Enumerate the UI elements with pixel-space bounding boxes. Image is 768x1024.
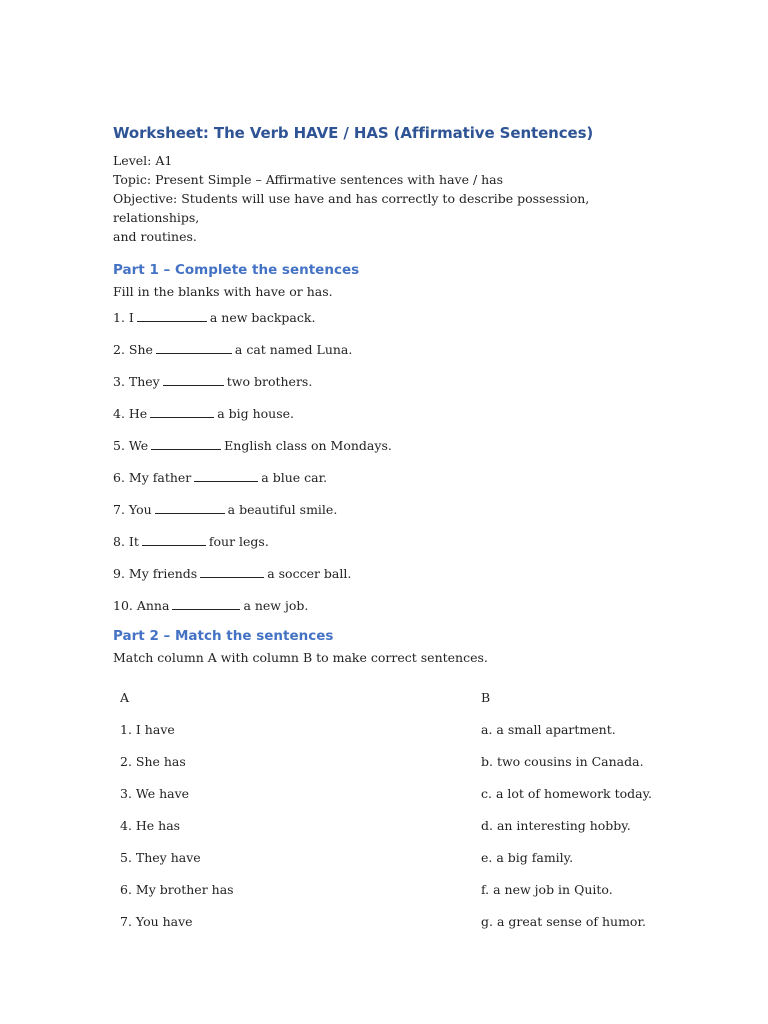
column-a-cell: 6. My brother has	[120, 881, 234, 897]
sentence-list	[113, 302, 673, 622]
sentence-start: 9. My friends	[113, 566, 198, 581]
column-a-header: A	[120, 689, 130, 705]
column-a-cell: 4. He has	[120, 817, 181, 833]
objective-line-1: Objective: Students will use have and has correctly to describe possession, relationships,	[113, 191, 590, 225]
worksheet-title: Worksheet: The Verb HAVE / HAS (Affirmative Sentences)	[113, 124, 594, 142]
sentence-start: 7. You	[113, 502, 152, 517]
sentence-item	[113, 494, 673, 526]
answer-blank[interactable]	[156, 343, 232, 354]
sentence-start: 4. He	[113, 406, 148, 421]
column-b-header: B	[481, 689, 491, 705]
table-row	[120, 777, 668, 809]
answer-blank[interactable]	[172, 599, 240, 610]
column-a-cell: 7. You have	[120, 913, 193, 929]
answer-blank[interactable]	[155, 503, 225, 514]
sentence-end: a big house.	[217, 406, 295, 421]
column-a-cell: 5. They have	[120, 849, 201, 865]
sentence-item	[113, 398, 673, 430]
table-row	[120, 841, 668, 873]
column-b-cell: e. a big family.	[481, 849, 574, 865]
sentence-end: two brothers.	[226, 374, 313, 389]
answer-blank[interactable]	[150, 407, 214, 418]
sentence-item	[113, 302, 673, 334]
sentence-item	[113, 462, 673, 494]
objective-line-2: and routines.	[113, 229, 197, 244]
sentence-end: a blue car.	[261, 470, 328, 485]
sentence-end: four legs.	[208, 534, 269, 549]
answer-blank[interactable]	[151, 439, 221, 450]
table-row	[120, 809, 668, 841]
sentence-start: 8. It	[113, 534, 139, 549]
table-row	[120, 713, 668, 745]
table-row	[120, 905, 668, 937]
sentence-item	[113, 590, 673, 622]
worksheet-page	[113, 124, 673, 937]
sentence-start: 10. Anna	[113, 598, 170, 613]
sentence-end: a cat named Luna.	[234, 342, 353, 357]
sentence-start: 2. She	[113, 342, 153, 357]
column-b-cell: g. a great sense of humor.	[481, 913, 647, 929]
column-a-cell: 1. I have	[120, 721, 175, 737]
level-line: Level: A1	[113, 153, 173, 168]
sentence-start: 5. We	[113, 438, 149, 453]
column-b-cell: d. an interesting hobby.	[481, 817, 631, 833]
sentence-start: 3. They	[113, 374, 160, 389]
part1-instruction: Fill in the blanks with have or has.	[113, 284, 333, 299]
part1-heading: Part 1 – Complete the sentences	[113, 262, 360, 278]
answer-blank[interactable]	[137, 311, 207, 322]
sentence-end: a new backpack.	[209, 310, 316, 325]
sentence-end: a soccer ball.	[267, 566, 352, 581]
answer-blank[interactable]	[163, 375, 224, 386]
column-a-cell: 2. She has	[120, 753, 186, 769]
sentence-item	[113, 334, 673, 366]
table-row	[120, 745, 668, 777]
column-b-cell: b. two cousins in Canada.	[481, 753, 644, 769]
column-b-cell: f. a new job in Quito.	[481, 881, 613, 897]
sentence-item	[113, 526, 673, 558]
sentence-start: 6. My father	[113, 470, 192, 485]
topic-line: Topic: Present Simple – Affirmative sentences with have / has	[113, 172, 504, 187]
answer-blank[interactable]	[142, 535, 206, 546]
part2-instruction: Match column A with column B to make correct sentences.	[113, 650, 488, 665]
sentence-item	[113, 366, 673, 398]
sentence-end: a new job.	[243, 598, 309, 613]
sentence-end: a beautiful smile.	[227, 502, 338, 517]
sentence-item	[113, 430, 673, 462]
sentence-item	[113, 558, 673, 590]
answer-blank[interactable]	[200, 567, 264, 578]
sentence-start: 1. I	[113, 310, 134, 325]
table-header-row	[120, 681, 668, 713]
column-b-cell: a. a small apartment.	[481, 721, 616, 737]
matching-table	[120, 681, 668, 937]
table-row	[120, 873, 668, 905]
column-a-cell: 3. We have	[120, 785, 190, 801]
part2-heading: Part 2 – Match the sentences	[113, 628, 334, 644]
column-b-cell: c. a lot of homework today.	[481, 785, 652, 801]
sentence-end: English class on Mondays.	[224, 438, 392, 453]
answer-blank[interactable]	[194, 471, 258, 482]
